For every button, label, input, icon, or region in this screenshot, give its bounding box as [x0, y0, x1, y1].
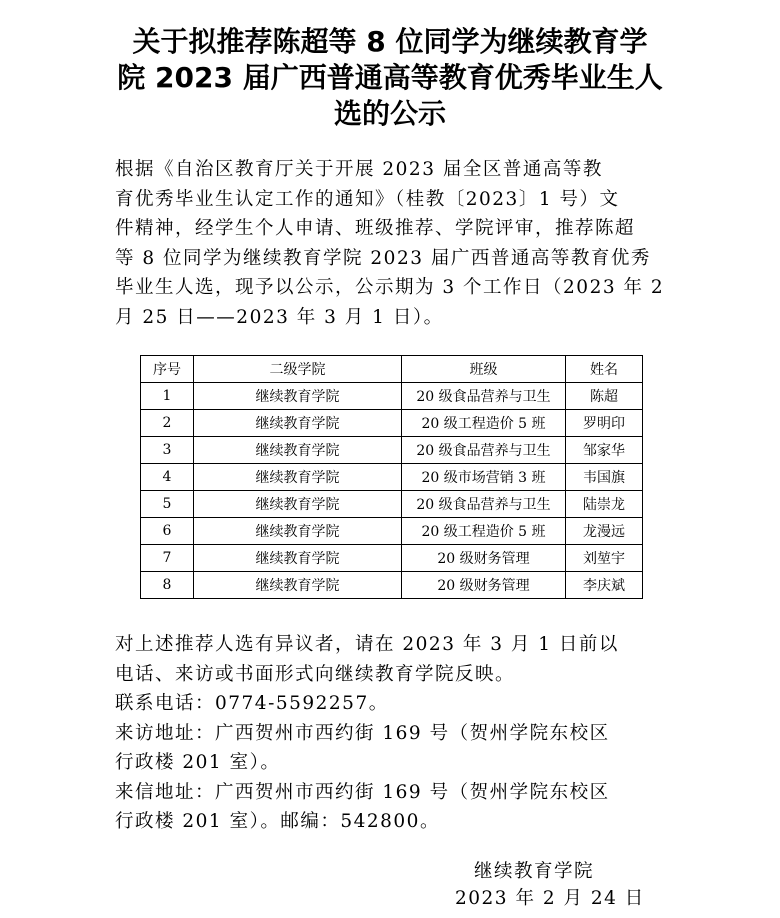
cell-name: 罗明印: [566, 410, 643, 437]
table-row: [141, 437, 643, 464]
cell-class: 20 级食品营养与卫生: [402, 491, 566, 518]
document-title: [100, 24, 680, 132]
cell-class: 20 级市场营销 3 班: [402, 464, 566, 491]
cell-college: 继续教育学院: [194, 464, 402, 491]
table-row: [141, 464, 643, 491]
cell-college: 继续教育学院: [194, 572, 402, 599]
cell-college: 继续教育学院: [194, 410, 402, 437]
table-row: [141, 545, 643, 572]
intro-line: 毕业生人选，现予以公示，公示期为 3 个工作日（2023 年 2: [115, 277, 665, 298]
cell-index: 6: [141, 518, 194, 545]
cell-index: 8: [141, 572, 194, 599]
header-cell-name: 姓名: [566, 356, 643, 383]
intro-line: 根据《自治区教育厅关于开展 2023 届全区普通高等教: [115, 159, 603, 180]
cell-class: 20 级食品营养与卫生: [402, 437, 566, 464]
intro-line: 月 25 日——2023 年 3 月 1 日）。: [115, 306, 444, 328]
table-header-row: [141, 356, 643, 383]
cell-class: 20 级财务管理: [402, 572, 566, 599]
table-row: [141, 491, 643, 518]
cell-name: 韦国旗: [566, 464, 643, 491]
mail-address-line: 行政楼 201 室）。邮编：542800。: [115, 811, 440, 832]
cell-class: 20 级财务管理: [402, 545, 566, 572]
header-cell-class: 班级: [402, 356, 566, 383]
cell-college: 继续教育学院: [194, 491, 402, 518]
intro-paragraph: [115, 155, 668, 332]
cell-name: 陈超: [566, 383, 643, 410]
intro-line: 等 8 位同学为继续教育学院 2023 届广西普通高等教育优秀: [115, 247, 651, 269]
title-line-1: 关于拟推荐陈超等 8 位同学为继续教育学: [132, 25, 648, 58]
cell-college: 继续教育学院: [194, 545, 402, 572]
table-row: [141, 383, 643, 410]
recommendation-table: [140, 355, 643, 599]
header-cell-college: 二级学院: [194, 356, 402, 383]
intro-line: 件精神，经学生个人申请、班级推荐、学院评审，推荐陈超: [115, 218, 636, 239]
cell-index: 4: [141, 464, 194, 491]
cell-class: 20 级工程造价 5 班: [402, 410, 566, 437]
cell-name: 李庆斌: [566, 572, 643, 599]
signature-org: 继续教育学院: [474, 861, 595, 882]
intro-line: 育优秀毕业生认定工作的通知》（桂教〔2023〕1 号）文: [115, 188, 620, 210]
notice-line: 对上述推荐人选有异议者，请在 2023 年 3 月 1 日前以: [115, 634, 619, 655]
title-line-2: 院 2023 届广西普通高等教育优秀毕业生人: [117, 61, 663, 94]
cell-college: 继续教育学院: [194, 383, 402, 410]
table-row: [141, 410, 643, 437]
notice-paragraph: [115, 630, 668, 837]
cell-index: 7: [141, 545, 194, 572]
title-line-3: 选的公示: [333, 97, 446, 130]
cell-name: 龙漫远: [566, 518, 643, 545]
cell-name: 邹家华: [566, 437, 643, 464]
contact-phone-line: 联系电话：0774-5592257。: [115, 693, 389, 714]
cell-index: 1: [141, 383, 194, 410]
notice-line: 电话、来访或书面形式向继续教育学院反映。: [115, 663, 516, 685]
mail-address-line: 来信地址：广西贺州市西约街 169 号（贺州学院东校区: [115, 781, 610, 803]
cell-college: 继续教育学院: [194, 518, 402, 545]
cell-class: 20 级工程造价 5 班: [402, 518, 566, 545]
cell-college: 继续教育学院: [194, 437, 402, 464]
header-cell-index: 序号: [141, 356, 194, 383]
cell-index: 3: [141, 437, 194, 464]
table-row: [141, 572, 643, 599]
visit-address-line: 来访地址：广西贺州市西约街 169 号（贺州学院东校区: [115, 722, 610, 744]
cell-class: 20 级食品营养与卫生: [402, 383, 566, 410]
table-row: [141, 518, 643, 545]
signature-date: 2023 年 2 月 24 日: [455, 888, 645, 909]
visit-address-line: 行政楼 201 室）。: [115, 752, 281, 773]
cell-index: 5: [141, 491, 194, 518]
cell-name: 陆崇龙: [566, 491, 643, 518]
cell-index: 2: [141, 410, 194, 437]
cell-name: 刘堃宇: [566, 545, 643, 572]
